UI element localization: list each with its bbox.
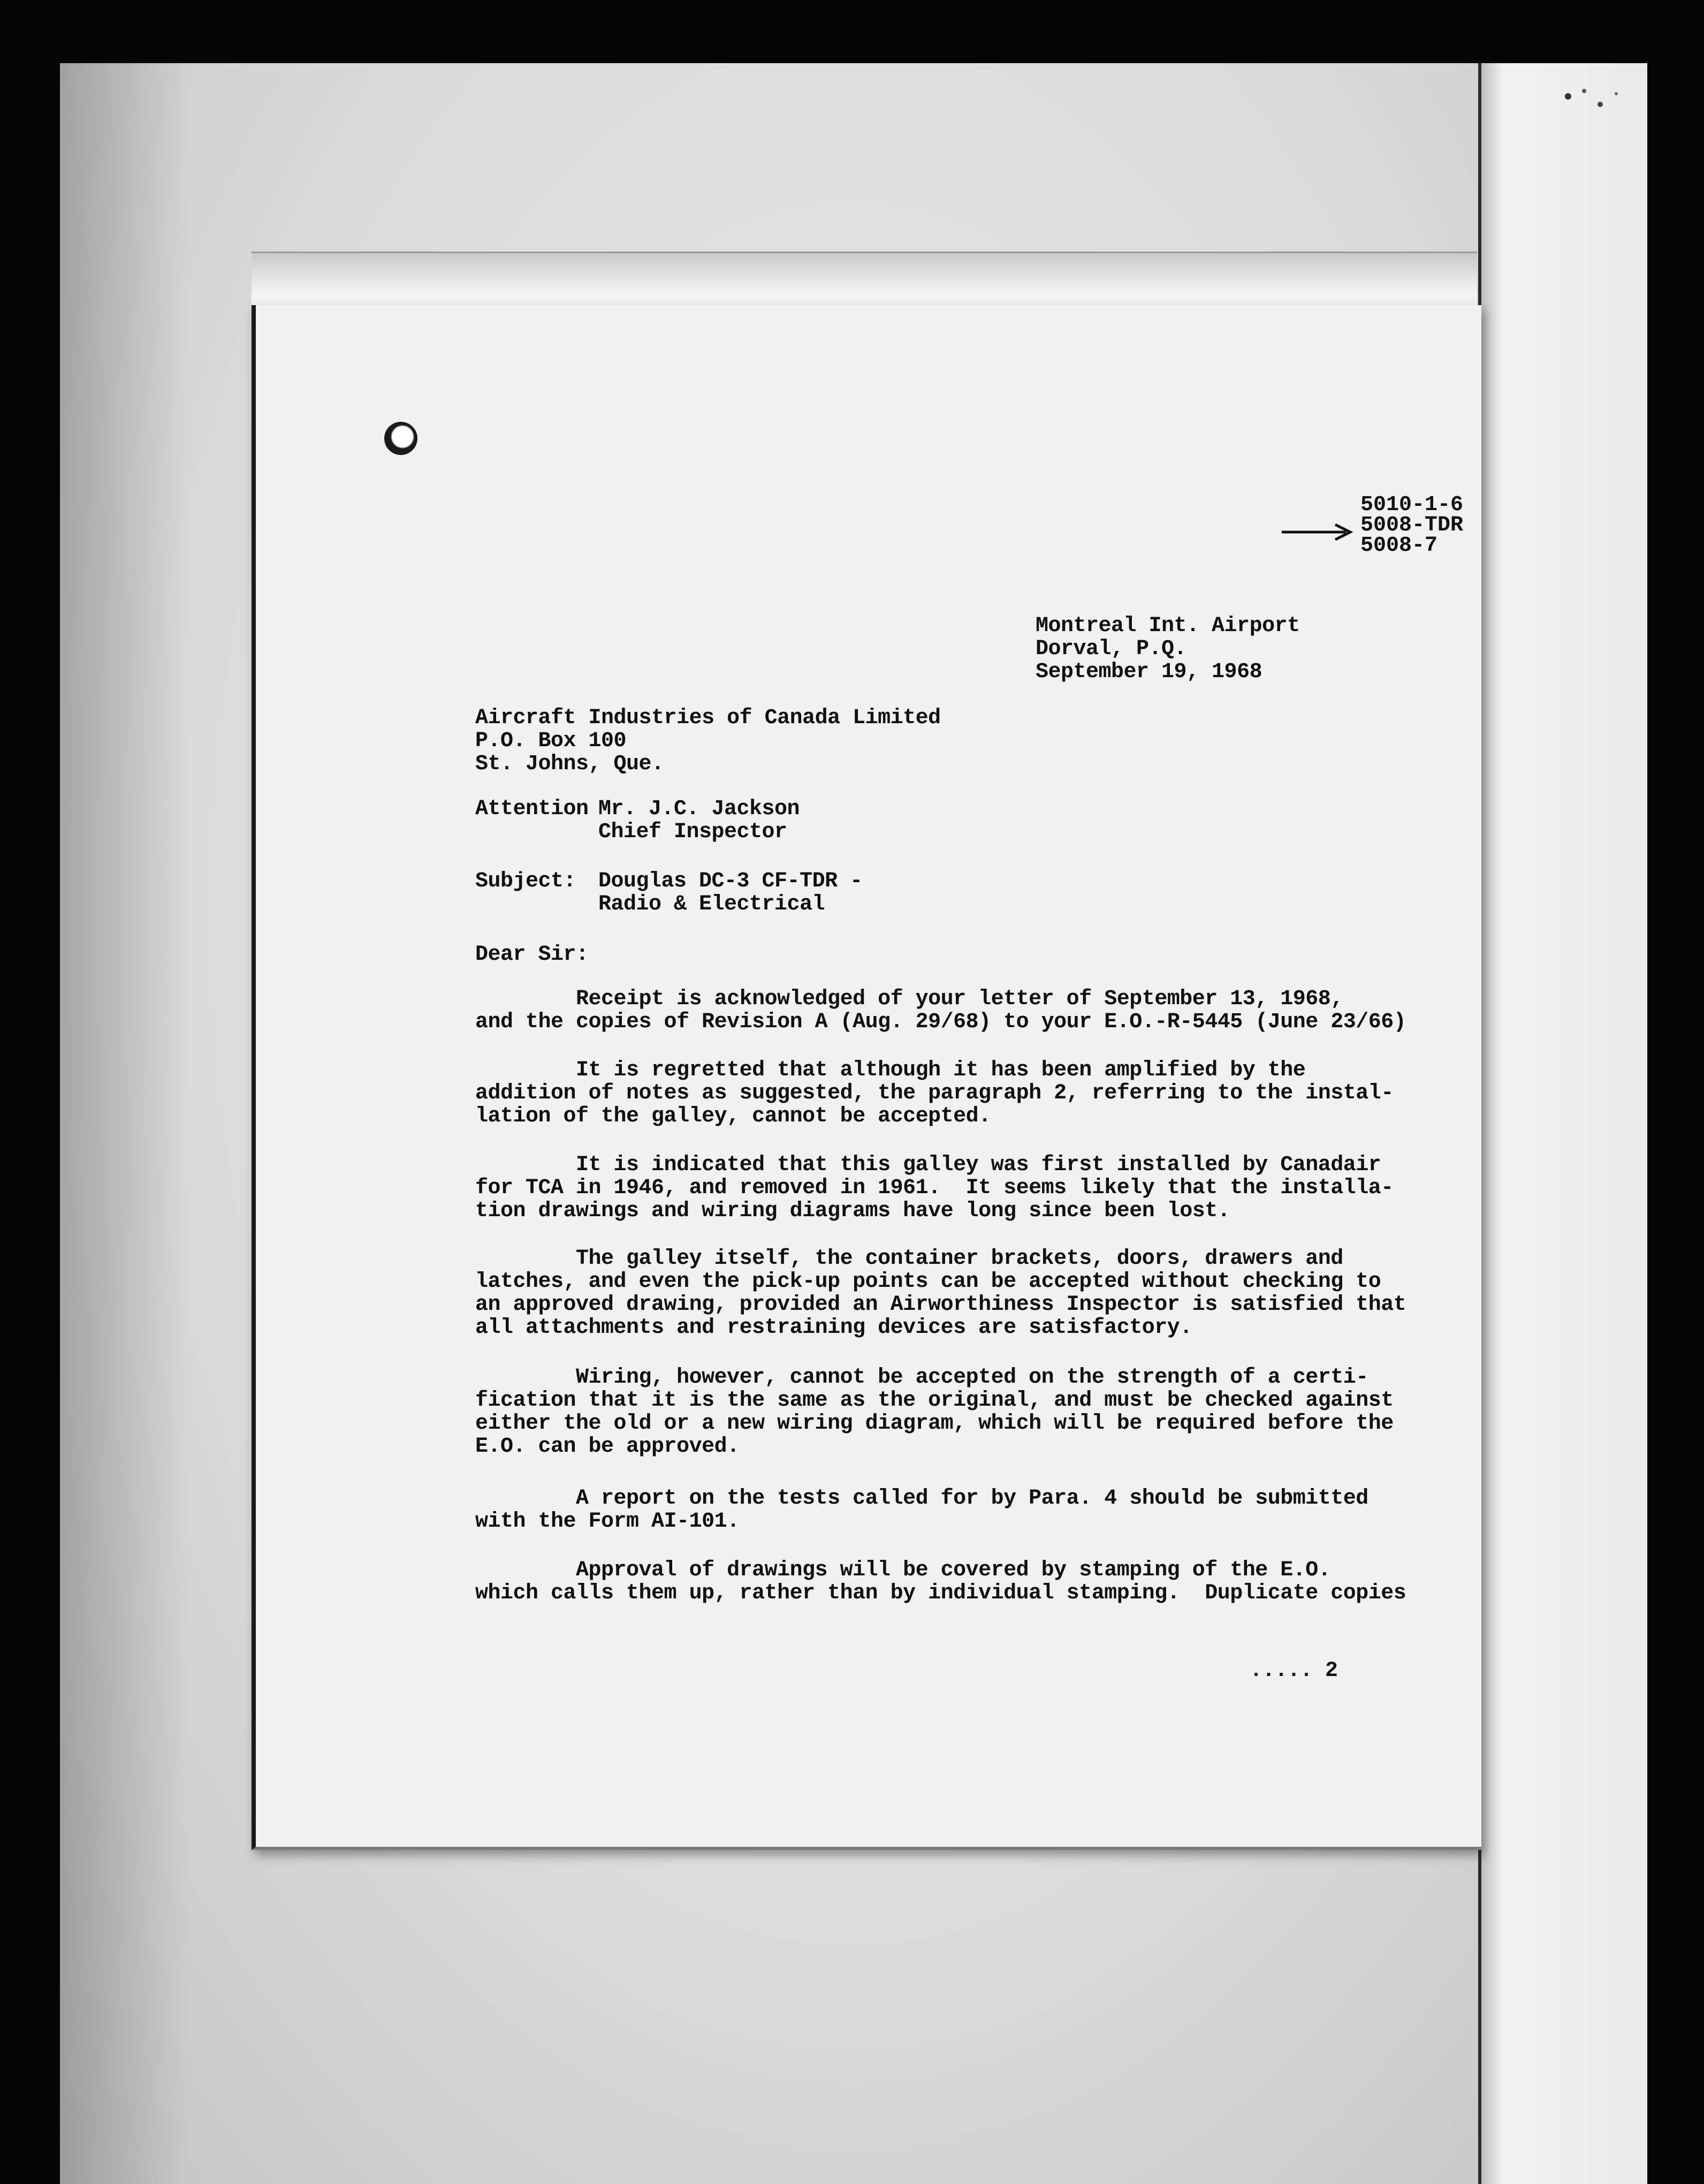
paragraph-line: for TCA in 1946, and removed in 1961. It seems likely that the installa- [475,1176,1394,1200]
recipient-line: Aircraft Industries of Canada Limited [475,706,941,730]
paragraph-line: fication that it is the same as the original, and must be checked against [475,1389,1394,1413]
attention-name: Mr. J.C. Jackson [598,797,800,821]
backing-shadow [60,63,188,2184]
recipient-line: St. Johns, Que. [475,752,664,776]
paragraph-line: addition of notes as suggested, the paragraph 2, referring to the instal- [475,1081,1394,1105]
file-code: 5008-TDR [1360,513,1464,537]
recipient-address [475,707,941,776]
sender-address [1036,615,1300,684]
paragraph-line: The galley itself, the container brackets, doors, drawers and [475,1247,1343,1271]
salutation: Dear Sir: [475,943,589,967]
file-code: 5008-7 [1360,534,1438,558]
letter-date: September 19, 1968 [1036,660,1262,684]
right-edge-strip [1478,63,1647,2184]
paragraph-line: Wiring, however, cannot be accepted on the strength of a certi- [475,1366,1368,1390]
paragraph-line: lation of the galley, cannot be accepted. [475,1104,991,1128]
page-continuation: ..... 2 [1250,1659,1338,1683]
scan-specks [1552,75,1632,128]
paragraph-line: It is indicated that this galley was first installed by Canadair [475,1153,1381,1177]
paragraph-line: all attachments and restraining devices are satisfactory. [475,1316,1192,1340]
sender-line: Montreal Int. Airport [1036,614,1300,638]
paragraph-line: A report on the tests called for by Para. 4 should be submitted [475,1487,1368,1511]
paragraph-line: and the copies of Revision A (Aug. 29/68) to your E.O.-R-5445 (June 23/66) [475,1010,1406,1034]
paragraph-line: Approval of drawings will be covered by stamping of the E.O. [475,1558,1331,1582]
subject-text [598,870,863,916]
body-paragraph [475,1247,1406,1339]
paragraph-line: an approved drawing, provided an Airworthiness Inspector is satisfied that [475,1293,1406,1317]
paragraph-line: It is regretted that although it has been amplified by the [475,1058,1306,1082]
body-paragraph [475,1559,1406,1605]
paragraph-line: latches, and even the pick-up points can be accepted without checking to [475,1270,1381,1294]
subject-label: Subject: [475,869,576,893]
paragraph-line: with the Form AI-101. [475,1510,740,1534]
punch-hole [384,422,417,455]
body-paragraph [475,1487,1368,1533]
body-paragraph [475,988,1406,1034]
sender-line: Dorval, P.Q. [1036,637,1187,661]
recipient-line: P.O. Box 100 [475,729,627,753]
body-paragraph [475,1059,1394,1128]
paragraph-line: which calls them up, rather than by individual stamping. Duplicate copies [475,1581,1406,1605]
body-paragraph [475,1154,1394,1223]
letter-fold [252,252,1477,312]
paragraph-line: either the old or a new wiring diagram, which will be required before the [475,1412,1394,1436]
arrow-right-icon [1282,523,1354,541]
file-codes [1360,495,1463,556]
paragraph-line: E.O. can be approved. [475,1435,740,1459]
body-paragraph [475,1366,1394,1458]
file-code: 5010-1-6 [1360,493,1464,517]
paragraph-line: tion drawings and wiring diagrams have long since been lost. [475,1199,1230,1223]
attention-title: Chief Inspector [598,820,787,844]
attention-label: Attention [475,797,589,821]
subject-line: Douglas DC-3 CF-TDR - [598,869,863,893]
paragraph-line: Receipt is acknowledged of your letter of September 13, 1968, [475,987,1343,1011]
subject-line: Radio & Electrical [598,892,825,916]
